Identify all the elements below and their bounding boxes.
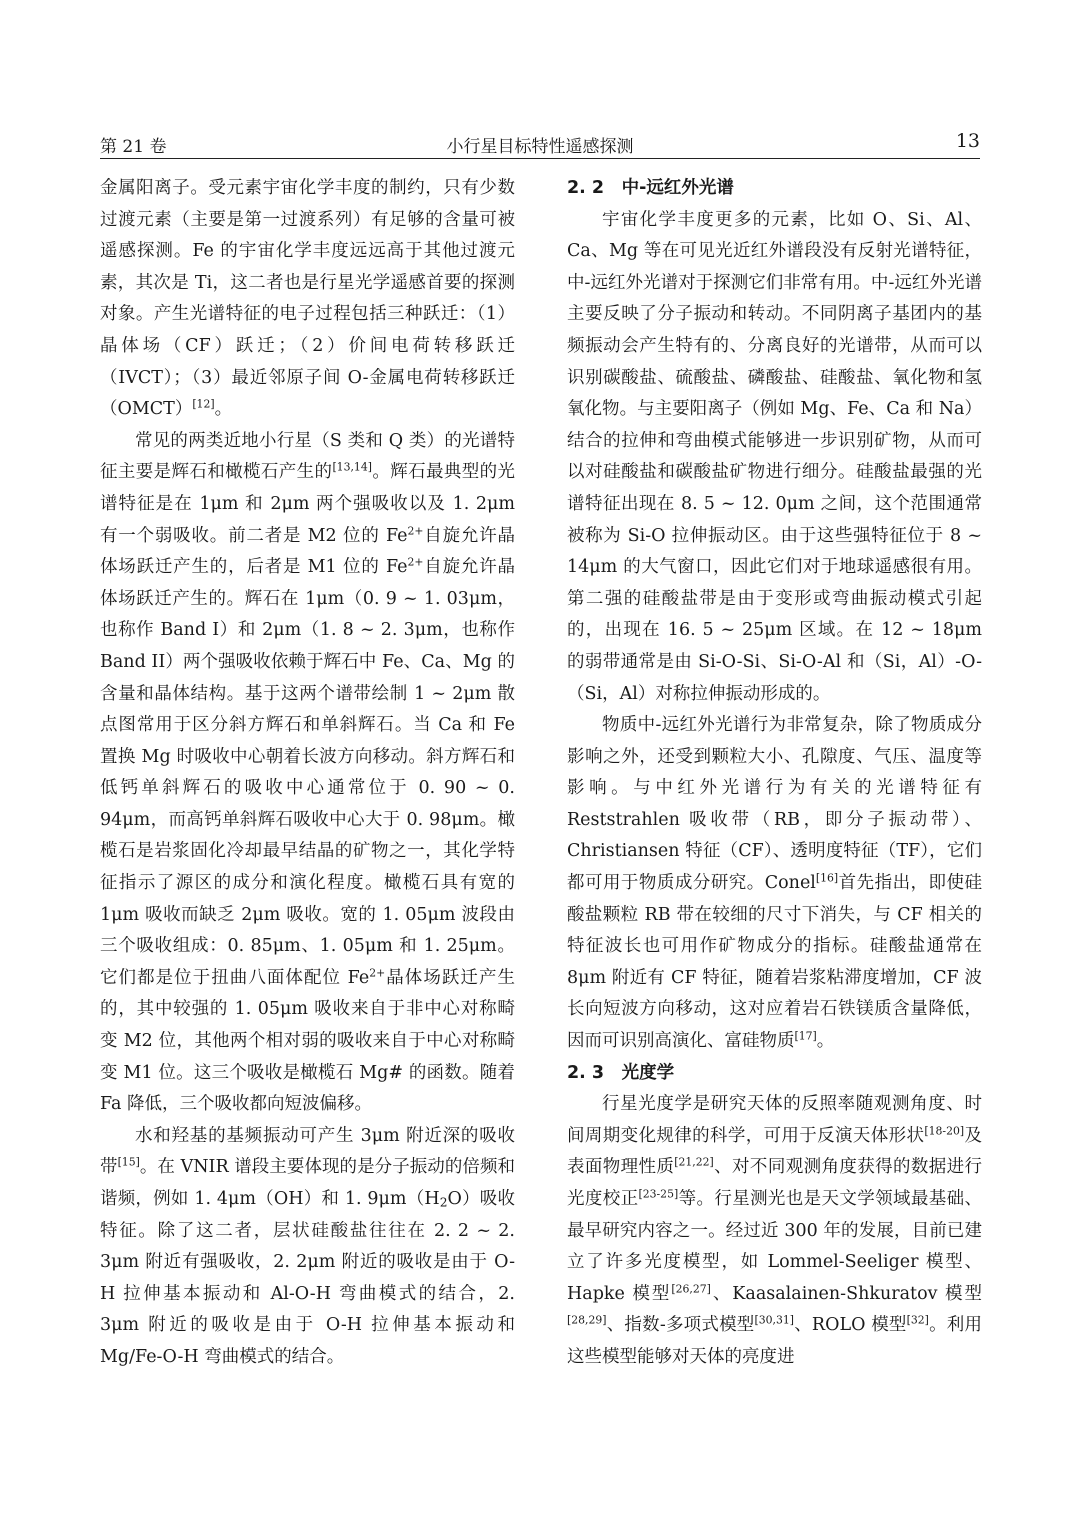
paragraph-photometry: 行星光度学是研究天体的反照率随观测角度、时间周期变化规律的科学，可用于反演天体形状[18-20]及表面物理性质[21,22]、对不同观测角度获得的数据进行光度校正[23-25]等。行星测光也是天文学领域最基础、最早研究内容之一。经过近 300 年的发展，目前已建立了许多光度模型，如 Lommel-Seeliger 模型、Hapke 模型[26,27]、Kaasalainen-Shkuratov 模型[28,29]、指数-多项式模型[30,31]、ROLO 模型[32]。利用这些模型能够对天体的亮度进	[567, 1094, 982, 1367]
citation[interactable]: [23-25]	[638, 1187, 679, 1201]
section-heading-2-3: 2. 3 光度学	[567, 1062, 675, 1083]
citation[interactable]: [13,14]	[332, 460, 372, 474]
citation[interactable]: [15]	[117, 1155, 140, 1169]
paragraph-water-hydroxyl: 水和羟基的基频振动可产生 3μm 附近深的吸收带[15]。在 VNIR 谱段主要体现的是分子振动的倍频和谐频，例如 1. 4μm（OH）和 1. $9\mu m(H_2O)$吸收特征。除了这二者，层状硅酸盐往往在 2. 2 ~ 2. 3μm 附近有强吸收，2. 2μm 附近的吸收是由于 O-H 拉伸基本振动和 Al-O-H 弯曲模式的结合，2. 3μm 附近的吸收是由于 O-H 拉伸基本振动和 Mg/Fe-O-H 弯曲模式的结合。	[100, 1125, 515, 1367]
header-rule	[100, 158, 980, 159]
citation[interactable]: [12]	[192, 397, 215, 411]
citation[interactable]: [28,29]	[567, 1313, 607, 1327]
page-number: 13	[955, 130, 980, 152]
paragraph-spectral-behavior: 物质中-远红外光谱行为非常复杂，除了物质成分影响之外，还受到颗粒大小、孔隙度、气压、温度等影响。与中红外光谱行为有关的光谱特征有 Reststrahlen 吸收带（RB，即分子振动带）、Christiansen 特征（CF）、透明度特征（TF），它们都可用于物质成分研究。Conel[16]首先指出，即使硅酸盐颗粒 RB 带在较细的尺寸下消失，与 CF 相关的特征波长也可用作矿物成分的指标。硅酸盐通常在 8μm 附近有 CF 特征，随着岩浆粘滞度增加，CF 波长向短波方向移动，这对应着岩石铁镁质含量降低，因而可识别高演化、富硅物质[17]。	[567, 715, 982, 1052]
citation[interactable]: [32]	[906, 1313, 929, 1327]
volume-label: 第 21 卷	[100, 137, 167, 157]
citation[interactable]: [17]	[794, 1029, 817, 1043]
superscript: 2+	[369, 966, 386, 980]
paragraph-pyroxene-olivine: 常见的两类近地小行星（S 类和 Q 类）的光谱特征主要是辉石和橄榄石产生的[13,14]。辉石最典型的光谱特征是在 1μm 和 2μm 两个强吸收以及 1. 2μm 有一个弱吸收。前二者是 M2 位的 $Fe^{2+}$自旋允许晶体场跃迁产生的，后者是 M1 位的 $Fe^{2+}$自旋允许晶体场跃迁产生的。辉石在 1μm（0. 9 ~ 1. 03μm，也称作 Band I）和 2μm（1. 8 ~ 2. 3μm，也称作 Band II）两个强吸收依赖于辉石中 Fe、Ca、Mg 的含量和晶体结构。基于这两个谱带绘制 1 ~ 2μm 散点图常用于区分斜方辉石和单斜辉石。当 Ca 和 Fe 置换 Mg 时吸收中心朝着长波方向移动。斜方辉石和低钙单斜辉石的吸收中心通常位于 0. 90 ~ 0. 94μm，而高钙单斜辉石吸收中心大于 0. 98μm。橄榄石是岩浆固化冷却最早结晶的矿物之一，其化学特征指示了源区的成分和演化程度。橄榄石具有宽的 1μm 吸收而缺乏 2μm 吸收。宽的 1. 05μm 波段由三个吸收组成：0. 85μm、1. 05μm 和 1. 25μm。它们都是位于扭曲八面体配位 $Fe^{2+}$晶体场跃迁产生的，其中较强的 1. 05μm 吸收来自于非中心对称畸变 M2 位，其他两个相对弱的吸收来自于中心对称畸变 M1 位。这三个吸收是橄榄石 Mg# 的函数。随着 Fa 降低，三个吸收都向短波偏移。	[100, 430, 515, 1115]
section-heading-2-2: 2. 2 中-远红外光谱	[567, 178, 734, 198]
citation[interactable]: [18-20]	[924, 1124, 965, 1138]
citation[interactable]: [26,27]	[671, 1282, 711, 1296]
journal-title: 小行星目标特性遥感探测	[446, 137, 634, 157]
right-column	[567, 173, 982, 1413]
citation[interactable]: [30,31]	[754, 1313, 795, 1327]
left-column	[100, 173, 515, 1413]
subscript: 2	[439, 1195, 448, 1210]
running-header	[100, 130, 980, 156]
superscript: 2+	[407, 555, 424, 569]
citation[interactable]: [21,22]	[674, 1155, 714, 1169]
paragraph-mid-far-infrared: 宇宙化学丰度更多的元素，比如 O、Si、Al、Ca、Mg 等在可见光近红外谱段没有反射光谱特征，中-远红外光谱对于探测它们非常有用。中-远红外光谱主要反映了分子振动和转动。不同阴离子基团内的基频振动会产生特有的、分离良好的光谱带，从而可以识别碳酸盐、硫酸盐、磷酸盐、硅酸盐、氧化物和氢氧化物。与主要阳离子（例如 Mg、Fe、Ca 和 Na）结合的拉伸和弯曲模式能够进一步识别矿物，从而可以对硅酸盐和碳酸盐矿物进行细分。硅酸盐最强的光谱特征出现在 8. 5 ~ 12. 0μm 之间，这个范围通常被称为 Si-O 拉伸振动区。由于这些强特征位于 8 ~ 14μm 的大气窗口，因此它们对于地球遥感很有用。第二强的硅酸盐带是由于变形或弯曲振动模式引起的，出现在 16. 5 ~ 25μm 区域。在 12 ~ 18μm 的弱带通常是由 Si-O-Si、Si-O-Al 和（Si，Al）-O-（Si，Al）对称拉伸振动形成的。	[567, 209, 982, 704]
paragraph-transitions: 金属阳离子。受元素宇宙化学丰度的制约，只有少数过渡元素（主要是第一过渡系列）有足够的含量可被遥感探测。Fe 的宇宙化学丰度远远高于其他过渡元素，其次是 Ti，这二者也是行星光学遥感首要的探测对象。产生光谱特征的电子过程包括三种跃迁：（1）晶体场（CF）跃迁；（2）价间电荷转移跃迁（IVCT）；（3）最近邻原子间 O-金属电荷转移跃迁（OMCT）[12]。	[100, 178, 515, 420]
citation[interactable]: [16]	[815, 871, 839, 885]
superscript: 2+	[407, 524, 424, 538]
